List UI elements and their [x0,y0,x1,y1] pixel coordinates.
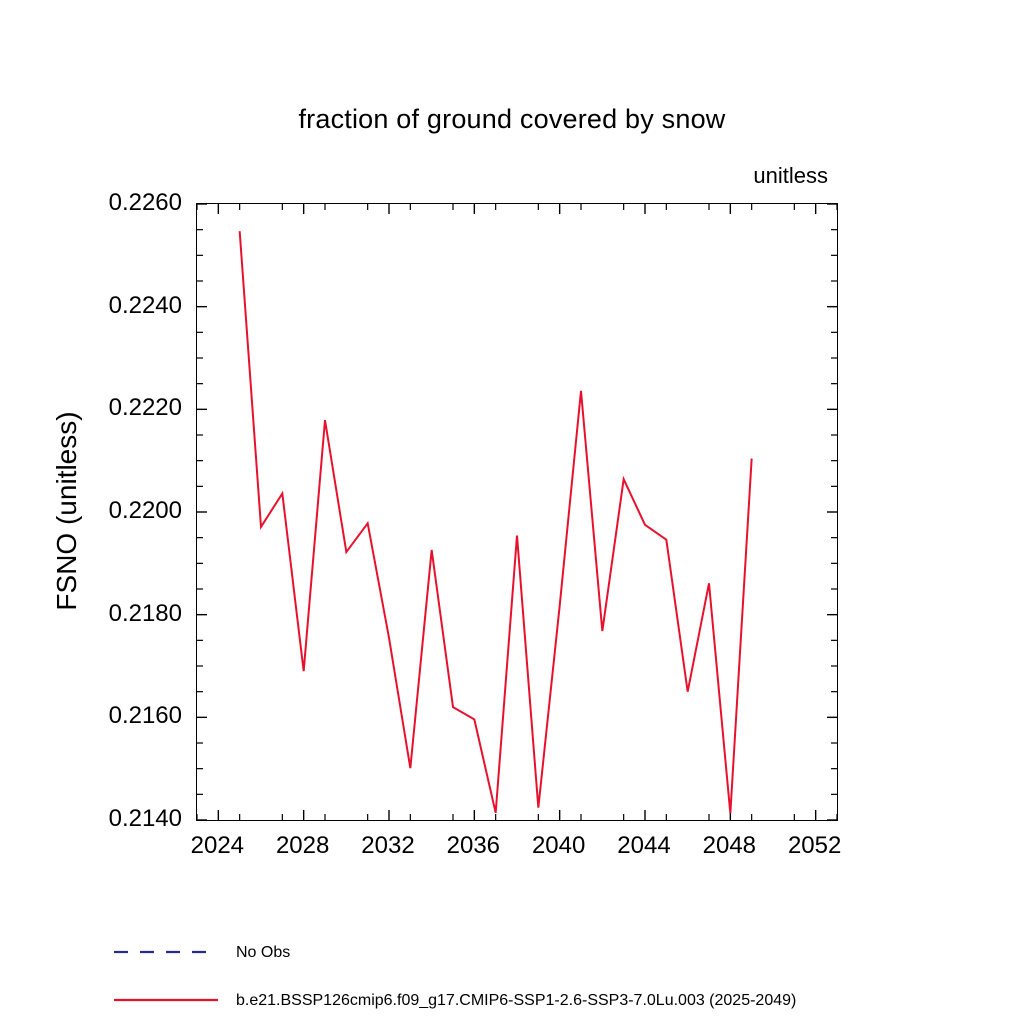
chart-legend [0,928,1024,1024]
y-axis-label: FSNO (unitless) [51,411,82,611]
plot-canvas [197,204,837,820]
units-annotation: unitless [753,163,828,188]
legend-swatch-solid [112,990,220,1010]
y-tick-label: 0.2260 [108,189,182,216]
y-tick-label: 0.2180 [108,599,182,627]
y-tick-label: 0.2200 [108,497,182,524]
x-tick-label: 2052 [787,832,842,859]
x-tick-label: 2028 [275,832,330,859]
legend-label-no-obs: No Obs [236,944,291,961]
x-tick-label: 2032 [361,832,415,859]
y-tick-label: 0.2220 [108,394,182,422]
legend-entry-no-obs [0,942,1024,972]
x-tick-label: 2036 [446,832,501,859]
x-tick-label: 2024 [190,832,245,859]
y-tick-label: 0.2240 [108,291,182,319]
x-tick-label: 2044 [617,832,671,859]
y-tick-label: 0.2140 [108,805,182,832]
legend-entry-model [0,990,1024,1020]
x-tick-label: 2048 [702,832,757,859]
chart-title: fraction of ground covered by snow [298,104,726,134]
y-tick-label: 0.2160 [108,702,182,730]
legend-swatch-dashed [112,942,220,962]
plot-area [196,203,838,821]
series-line [240,231,752,813]
legend-label-model: b.e21.BSSP126cmip6.f09_g17.CMIP6-SSP1-2.6-SSP3-7.0Lu.003 (2025-2049) [236,992,797,1009]
x-tick-label: 2040 [531,832,586,859]
